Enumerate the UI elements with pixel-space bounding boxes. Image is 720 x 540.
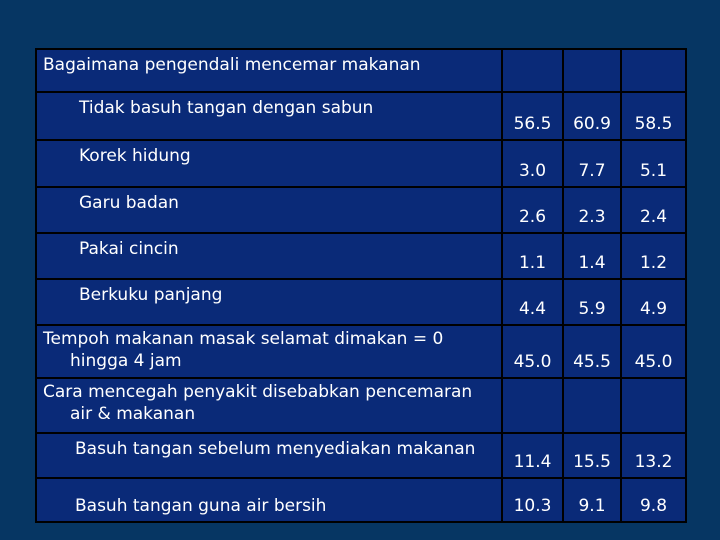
value-cell: 5.1 [621, 140, 686, 186]
value-cell: 1.2 [621, 233, 686, 279]
row-label [36, 92, 502, 140]
value-cell: 2.3 [563, 187, 621, 233]
row-label [36, 378, 502, 432]
value-cell: 7.7 [563, 140, 621, 186]
value-cell [563, 49, 621, 92]
value-cell: 45.0 [502, 325, 563, 378]
value-cell: 15.5 [563, 433, 621, 478]
row-label-text: Cara mencegah penyakit disebabkan pencemaran air & makanan [43, 382, 473, 425]
value-cell: 3.0 [502, 140, 563, 186]
row-label [36, 433, 502, 478]
value-cell: 5.9 [563, 279, 621, 325]
row-label-text: Tempoh makanan masak selamat dimakan = 0 hingga 4 jam [43, 329, 444, 372]
value-cell [502, 378, 563, 432]
row-label-text: Basuh tangan guna air bersih [75, 496, 327, 516]
table-row [36, 140, 686, 186]
row-label [36, 233, 502, 279]
value-cell: 45.5 [563, 325, 621, 378]
row-label [36, 478, 502, 522]
value-cell: 2.6 [502, 187, 563, 233]
row-label [36, 279, 502, 325]
table-row [36, 378, 686, 432]
row-label-text: Tidak basuh tangan dengan sabun [79, 98, 374, 119]
value-cell: 4.4 [502, 279, 563, 325]
value-cell: 60.9 [563, 92, 621, 140]
value-cell: 2.4 [621, 187, 686, 233]
value-cell: 1.1 [502, 233, 563, 279]
row-label-text: Berkuku panjang [79, 284, 223, 305]
value-cell [621, 378, 686, 432]
table-row [36, 233, 686, 279]
value-cell [563, 378, 621, 432]
table-row [36, 187, 686, 233]
row-label-text: Korek hidung [79, 146, 191, 167]
value-cell [621, 49, 686, 92]
table-row [36, 478, 686, 522]
table-row [36, 49, 686, 92]
row-label [36, 187, 502, 233]
row-label [36, 325, 502, 378]
value-cell: 11.4 [502, 433, 563, 478]
table-row [36, 433, 686, 478]
value-cell: 45.0 [621, 325, 686, 378]
value-cell: 9.1 [563, 478, 621, 522]
row-label-text: Garu badan [79, 192, 179, 213]
value-cell: 56.5 [502, 92, 563, 140]
row-label-text: Basuh tangan sebelum menyediakan makanan [75, 438, 476, 459]
row-label-text: Pakai cincin [79, 238, 179, 259]
table-row [36, 279, 686, 325]
value-cell [502, 49, 563, 92]
data-table [35, 48, 687, 523]
value-cell: 58.5 [621, 92, 686, 140]
table-row [36, 92, 686, 140]
value-cell: 1.4 [563, 233, 621, 279]
row-label-text: Bagaimana pengendali mencemar makanan [43, 55, 421, 75]
value-cell: 4.9 [621, 279, 686, 325]
table-row [36, 325, 686, 378]
value-cell: 9.8 [621, 478, 686, 522]
value-cell: 10.3 [502, 478, 563, 522]
row-label [36, 49, 502, 92]
value-cell: 13.2 [621, 433, 686, 478]
row-label [36, 140, 502, 186]
